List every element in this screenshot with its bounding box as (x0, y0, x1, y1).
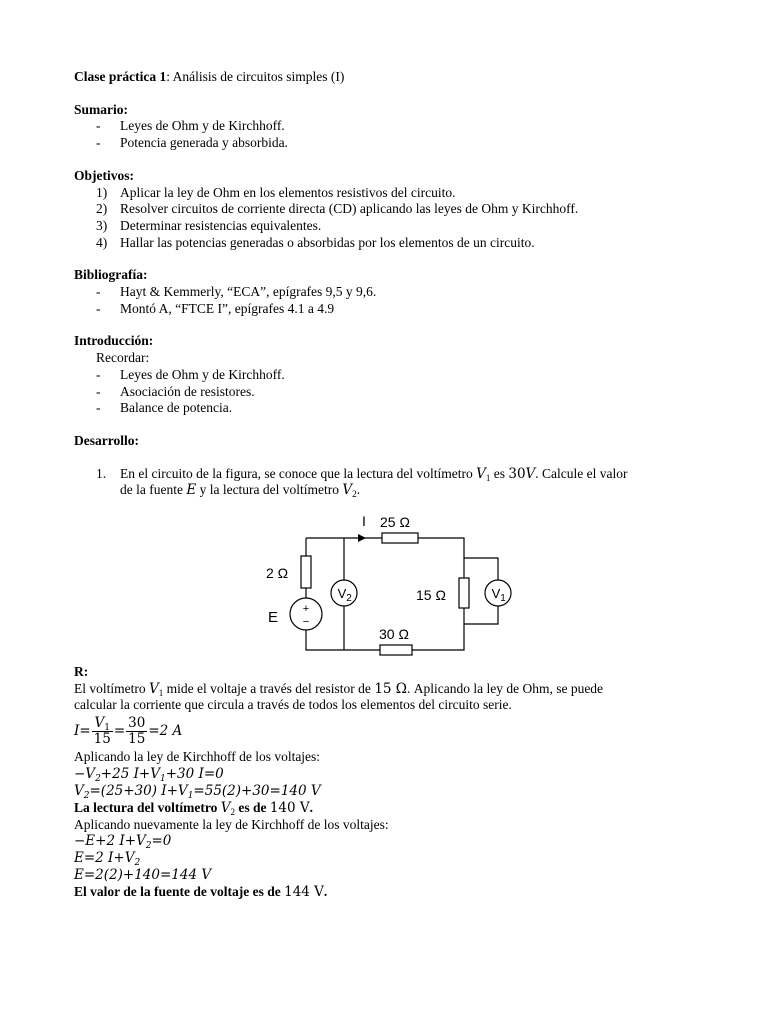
source-label: E (268, 609, 279, 626)
title-bold: Clase práctica 1 (74, 69, 167, 84)
equation-kvl-2: −E+2 $I+V_2=0$ (74, 833, 172, 852)
vm1-sub: 1 (500, 593, 506, 604)
introduccion-heading: Introducción: (74, 333, 154, 349)
result-v2: La lectura del voltímetro $V_2$ es de 140 V. (74, 799, 314, 817)
list-item: 3) Determinar resistencias equivalentes. (96, 217, 322, 233)
bibliografia-heading: Bibliografía: (74, 267, 148, 283)
list-item: - Potencia generada y absorbida. (96, 135, 288, 151)
desarrollo-heading: Desarrollo: (74, 432, 139, 448)
kvl-text-2: Aplicando nuevamente la ley de Kirchhoff de los voltajes: (74, 816, 389, 832)
list-item: 1) Aplicar la ley de Ohm en los elementos resistivos del circuito. (96, 184, 456, 200)
section-bibliografia (74, 267, 734, 317)
resistor-15 (459, 578, 469, 608)
list-item: - Asociación de resistores. (96, 383, 255, 399)
r-top-label: 25 Ω (380, 514, 410, 530)
solution-section (74, 664, 734, 901)
source-plus: + (302, 603, 310, 615)
list-item: 4) Hallar las potencias generadas o absorbidas por los elementos de un circuito. (96, 234, 535, 250)
result-e: El valor de la fuente de voltaje es de 144 V. (74, 884, 328, 901)
equation-current: I= $\frac{V_1}{15}$ = $\frac{30}{15}$ =2 A (74, 715, 183, 748)
exercise-1: 1. En el circuito de la figura, se conoce que la lectura del voltímetro $V_1$ es 30V. Calcule el valor de la fuente E y la lectura del voltímetro $V_2$. (96, 465, 628, 500)
solution-paragraph-1: El voltímetro $V_1$ mide el voltaje a través del resistor de 15 Ω. Aplicando la ley de Ohm, se puede (74, 680, 604, 698)
resistor-25 (382, 533, 418, 543)
list-item: - Balance de potencia. (96, 400, 233, 416)
section-sumario (74, 102, 734, 152)
solution-paragraph-2: calcular la corriente que circula a través de todos los elementos del circuito serie. (74, 697, 512, 713)
current-label: I (362, 513, 366, 529)
resistor-2 (301, 556, 311, 588)
objetivos-heading: Objetivos: (74, 167, 134, 183)
current-arrow-icon (358, 534, 366, 542)
list-item: - Montó A, “FTCE I”, epígrafes 4.1 a 4.9 (96, 300, 335, 316)
vm1-letter: V (491, 586, 501, 601)
equation-kvl-1: $-V_2+25$ $I+V_1+30$ I=0 (74, 765, 224, 784)
recordar-label: Recordar: (96, 350, 150, 366)
wire-right-bottom (412, 608, 464, 650)
source-minus: − (302, 616, 310, 628)
section-objetivos (74, 168, 734, 252)
circuit-diagram (258, 508, 520, 662)
equation-v2: $V_2=(25+30)$ $I+V_1=55(2)+30=140$ V (74, 782, 321, 801)
wire-top-right (418, 538, 464, 578)
list-item: 2) Resolver circuitos de corriente directa (CD) aplicando las leyes de Ohm y Kirchhoff. (96, 201, 579, 217)
section-desarrollo (74, 433, 734, 450)
kvl-text-1: Aplicando la ley de Kirchhoff de los voltajes: (74, 749, 321, 765)
wire-bottom-left (306, 630, 380, 650)
resistor-30 (380, 645, 412, 655)
list-item: - Hayt & Kemmerly, “ECA”, epígrafes 9,5 y 9,6. (96, 284, 377, 300)
list-item: - Leyes de Ohm y de Kirchhoff. (96, 118, 285, 134)
vm2-sub: 2 (346, 593, 352, 604)
vm2-letter: V (337, 586, 347, 601)
r-right-label: 15 Ω (416, 587, 446, 603)
section-introduccion (74, 333, 734, 417)
r-left-label: 2 Ω (266, 565, 289, 581)
solution-label: R: (74, 664, 89, 679)
sumario-heading: Sumario: (74, 101, 128, 117)
document-body (74, 69, 734, 499)
document-title (74, 69, 734, 86)
equation-e-1: E=2 $I+V_2$ (74, 850, 141, 869)
equation-e-2: E=2(2)+140=144 V (74, 867, 212, 884)
title-rest: : Análisis de circuitos simples (I) (166, 69, 345, 84)
list-item: - Leyes de Ohm y de Kirchhoff. (96, 366, 285, 382)
r-bottom-label: 30 Ω (379, 626, 409, 642)
